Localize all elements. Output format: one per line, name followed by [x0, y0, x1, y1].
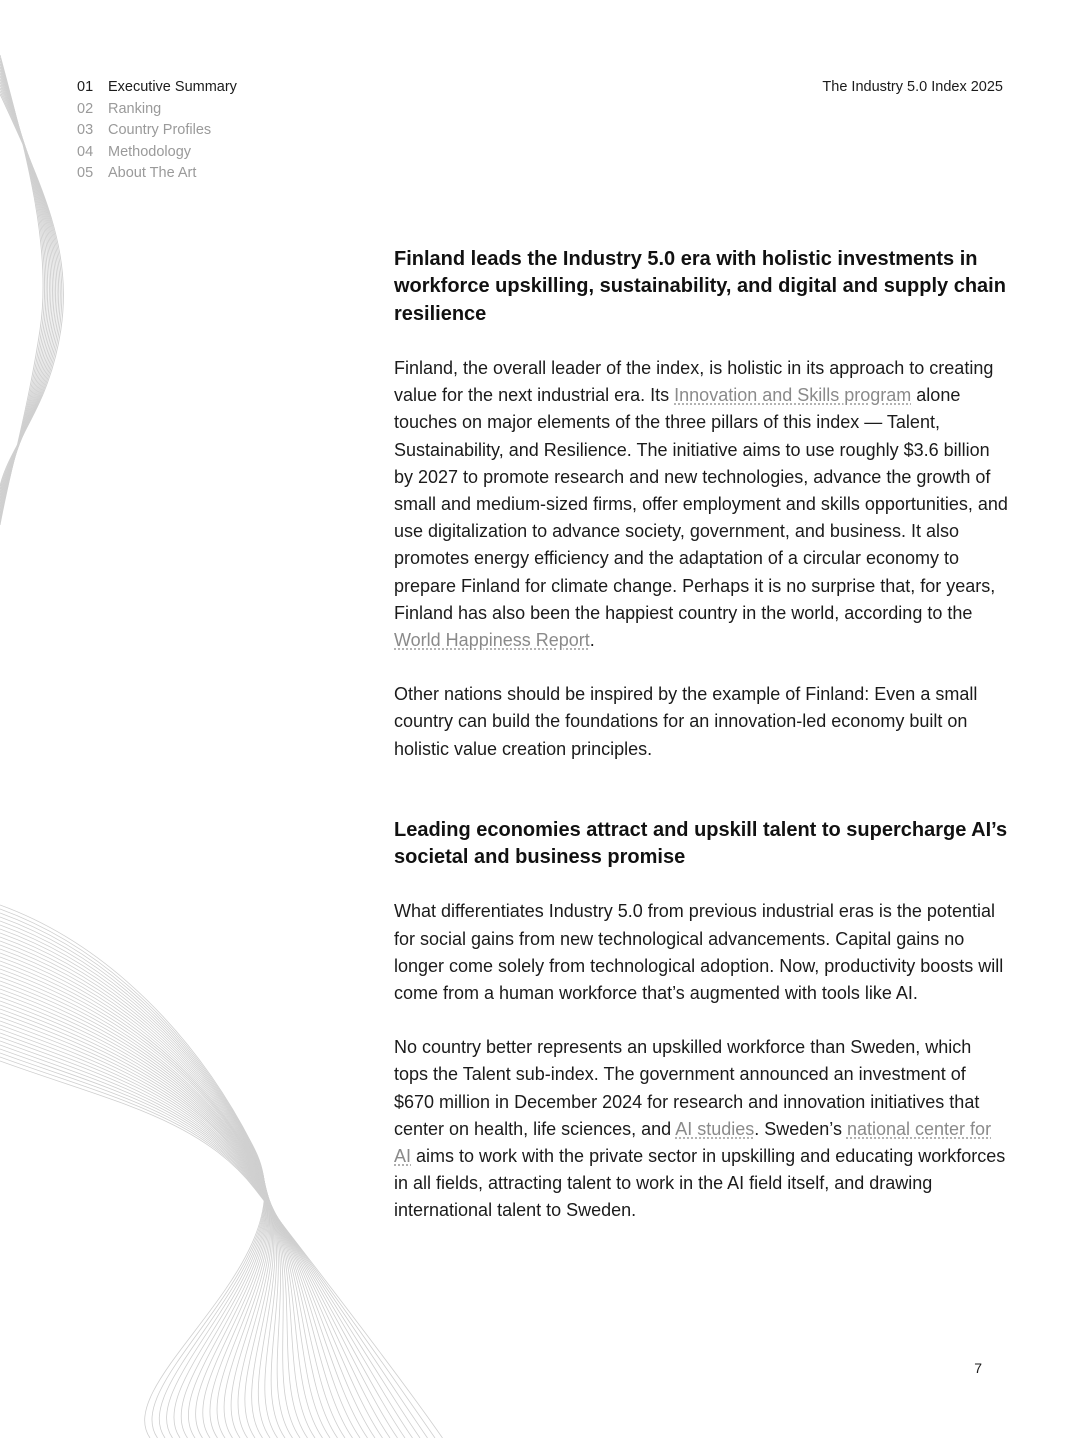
- wave-line: [0, 933, 267, 1438]
- wave-line: [0, 981, 293, 1438]
- wave-line: [0, 1033, 390, 1438]
- toc-item-about-the-art[interactable]: [77, 163, 237, 185]
- wave-line: [0, 993, 315, 1438]
- wave-line: [0, 937, 268, 1438]
- toc-label: Executive Summary: [108, 79, 237, 95]
- innovation-and-skills-program-link[interactable]: Innovation and Skills program: [674, 385, 912, 406]
- wave-line: [0, 85, 59, 495]
- toc-item-executive-summary[interactable]: [77, 77, 237, 99]
- paragraph-text: aims to work with the private sector in upskilling and educating workforces in all fields, attracting talent to work in the AI field itself, and drawing international talent to Sweden.: [394, 1145, 1006, 1221]
- wave-line: [0, 1013, 353, 1438]
- toc-item-ranking[interactable]: [77, 99, 237, 121]
- toc-number: 04: [77, 143, 94, 160]
- document-title: The Industry 5.0 Index 2025: [822, 79, 1003, 95]
- paragraph: [394, 355, 1009, 654]
- wave-line: [0, 929, 267, 1438]
- wave-line: [0, 1061, 443, 1438]
- toc-label: Ranking: [108, 100, 162, 117]
- toc-label: Methodology: [108, 143, 192, 160]
- section-finland: [394, 246, 1009, 763]
- wave-line: [0, 961, 273, 1438]
- wave-line: [0, 61, 46, 519]
- paragraph-text: alone touches on major elements of the three pillars of this index — Talent, Sustainability, and Resilience. The initiative aims to use roughly $3.6 billion by 2027 to promote research and new technologies, advance the growth of small and medium-sized firms, offer employment and skills opportunities, and use digitalization to advance society, government, and business. It also promotes energy efficiency and the adaptation of a circular economy to prepare Finland for climate change. Perhaps it is no surprise that, for years, Finland has also been the happiest country in the world, according to the: [394, 385, 1008, 623]
- paragraph-text: No country better represents an upskilled workforce than Sweden, which tops the Talent sub-index. The government announced an investment of $670 million in December 2024 for research and innovation initiatives that center on health, life sciences, and: [394, 1037, 980, 1139]
- wave-line: [0, 1005, 338, 1438]
- wave-line: [0, 913, 265, 1438]
- wave-line: [0, 917, 266, 1438]
- wave-line: [0, 977, 285, 1438]
- wave-line: [0, 1049, 420, 1438]
- wave-line: [0, 91, 62, 489]
- wave-line: [0, 985, 300, 1438]
- wave-line: [0, 1021, 368, 1438]
- wave-line: [0, 909, 265, 1438]
- paragraph: [394, 1034, 1009, 1224]
- wave-line: [0, 949, 270, 1438]
- toc-label: Country Profiles: [108, 122, 212, 138]
- paragraph-text: .: [589, 629, 595, 650]
- wave-line: [0, 88, 60, 492]
- wave-line: [0, 70, 51, 510]
- wave-line: [0, 1001, 330, 1438]
- wave-line: [0, 58, 45, 522]
- wave-line: [0, 82, 57, 498]
- wave-line: [0, 953, 271, 1438]
- section-heading: Leading economies attract and upskill talent to supercharge AI’s societal and business promise: [394, 818, 1008, 869]
- world-happiness-report-link[interactable]: World Happiness Report: [394, 629, 590, 650]
- paragraph-text: Finland, the overall leader of the index, is holistic in its approach to creating value for the next industrial era. Its: [394, 357, 994, 406]
- main-content: [394, 246, 1009, 1225]
- wave-line: [0, 1025, 375, 1438]
- wave-line: [0, 94, 63, 486]
- national-center-for-ai-link[interactable]: national center for AI: [394, 1118, 992, 1166]
- wave-line: [0, 1009, 345, 1438]
- wave-line: [0, 67, 49, 513]
- wave-line: [0, 79, 56, 501]
- wave-line: [0, 997, 323, 1438]
- toc-item-country-profiles[interactable]: [77, 120, 237, 142]
- toc-number: 03: [77, 122, 94, 138]
- table-of-contents: [77, 77, 237, 185]
- paragraph-text: . Sweden’s: [754, 1118, 847, 1139]
- wave-line: [0, 989, 308, 1438]
- wave-line: [0, 73, 53, 507]
- wave-line: [0, 965, 274, 1438]
- decorative-wave-lines-bottom: [0, 0, 460, 1438]
- wave-line: [0, 973, 278, 1438]
- toc-label: About The Art: [108, 165, 197, 181]
- wave-line: [0, 925, 266, 1438]
- toc-number: 02: [77, 100, 94, 117]
- wave-line: [0, 1045, 413, 1438]
- paragraph: What differentiates Industry 5.0 from previous industrial eras is the potential for social gains from new technological advancements. Capital gains no longer come solely from technological adoption. Now, productivity boosts will come from a human workforce that’s augmented with tools like AI.: [394, 901, 1004, 1003]
- ai-studies-link[interactable]: AI studies: [675, 1118, 755, 1139]
- wave-line: [0, 957, 272, 1438]
- wave-line: [0, 55, 43, 525]
- wave-line: [0, 1053, 428, 1438]
- wave-line: [0, 921, 266, 1438]
- wave-line: [0, 64, 48, 516]
- toc-item-methodology[interactable]: [77, 142, 237, 164]
- wave-line: [0, 1041, 405, 1438]
- wave-line: [0, 969, 275, 1438]
- wave-line: [0, 76, 54, 504]
- section-talent: [394, 817, 1009, 1225]
- paragraph: Other nations should be inspired by the example of Finland: Even a small country can build the foundations for an innovation-led economy built on holistic value creation principles.: [394, 684, 978, 759]
- wave-line: [0, 1017, 360, 1438]
- wave-line: [0, 941, 269, 1438]
- page-number: 7: [974, 1360, 982, 1376]
- wave-line: [0, 1029, 383, 1438]
- section-heading: Finland leads the Industry 5.0 era with holistic investments in workforce upskilling, sustainability, and digital and supply chain resilience: [394, 248, 1006, 325]
- wave-line: [0, 1037, 398, 1438]
- wave-line: [0, 905, 265, 1438]
- toc-number: 01: [77, 79, 94, 95]
- toc-number: 05: [77, 165, 94, 181]
- wave-line: [0, 1057, 435, 1438]
- wave-line: [0, 945, 269, 1438]
